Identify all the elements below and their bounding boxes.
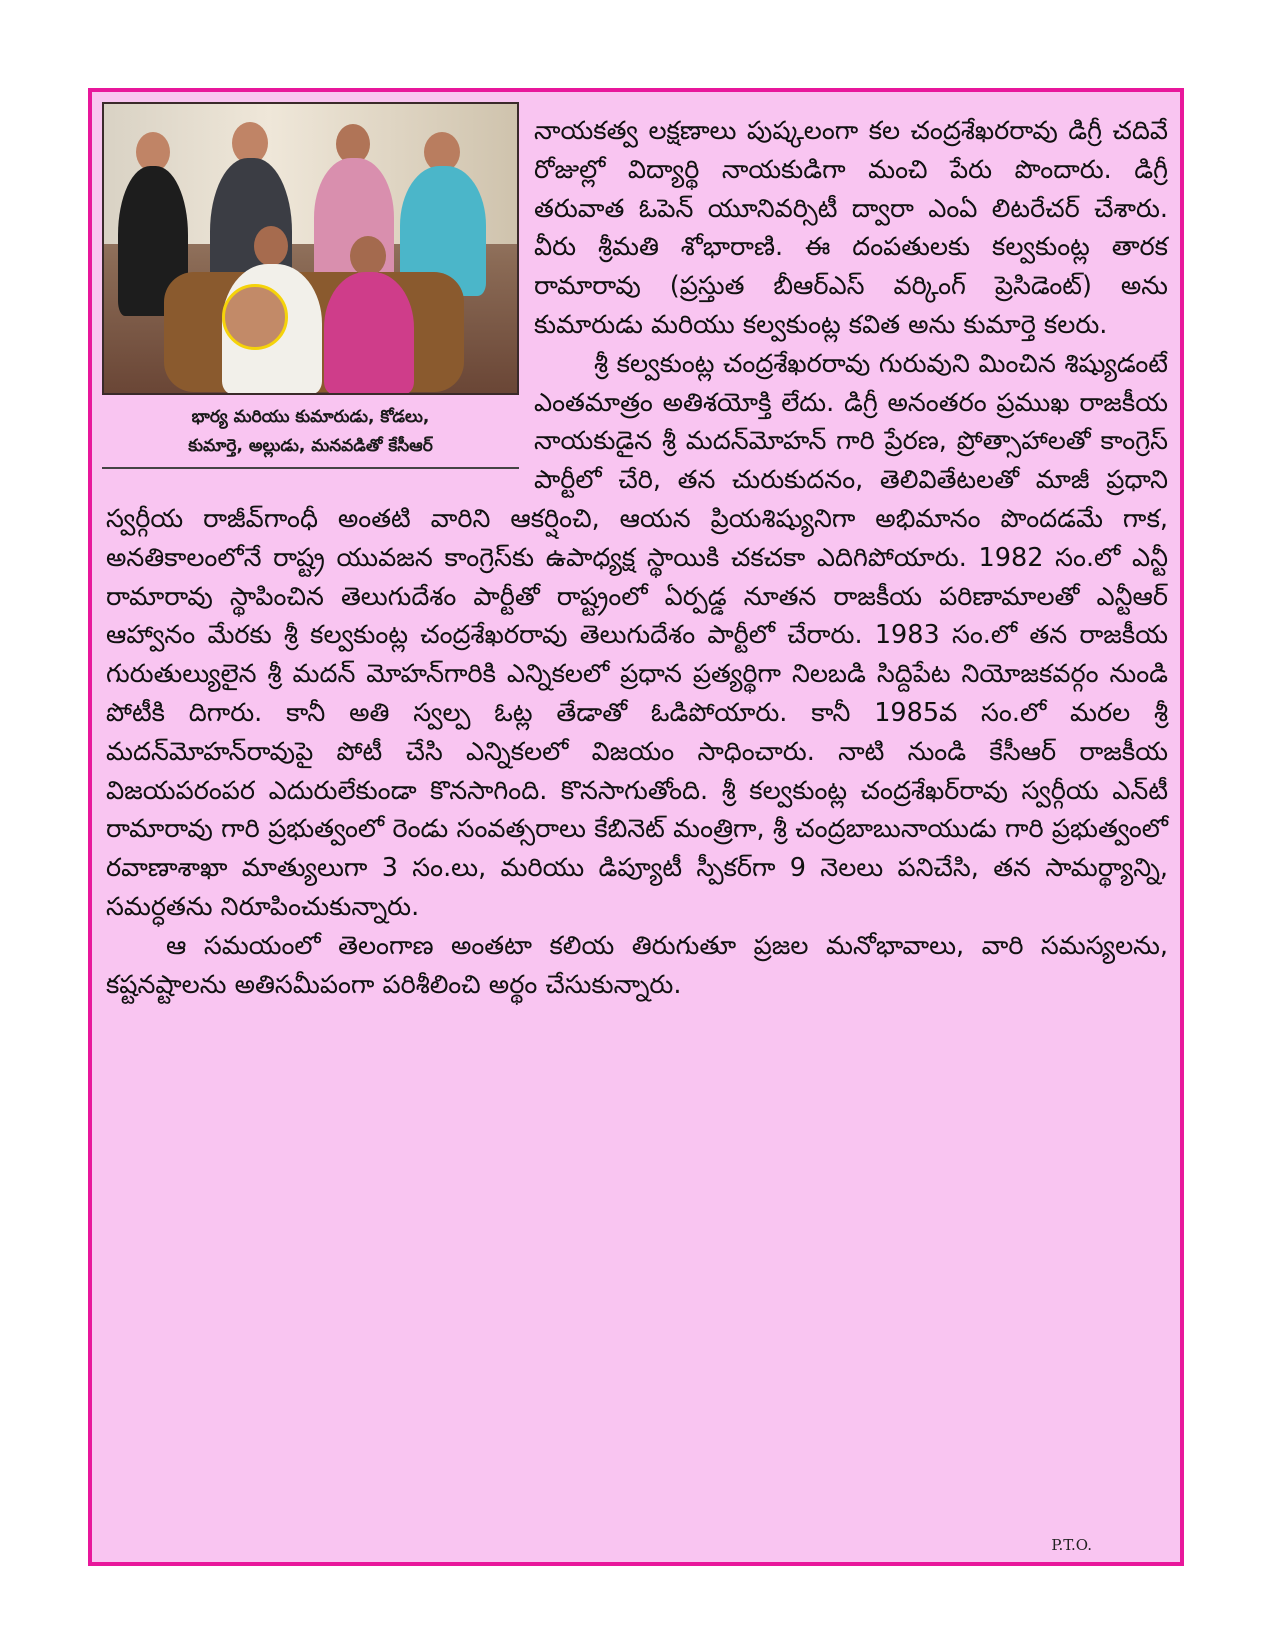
paragraph-3: ఆ సమయంలో తెలంగాణ అంతటా కలియ తిరుగుతూ ప్రజల మనోభావాలు, వారి సమస్యలను, కష్టనష్టాలను అతిసమీపంగా పరిశీలించి అర్థం చేసుకున్నారు. xyxy=(106,930,1168,1000)
paragraph-2: శ్రీ కల్వకుంట్ల చంద్రశేఖరరావు గురువుని మించిన శిష్యుడంటే ఎంతమాత్రం అతిశయోక్తి లేదు. డిగ్రీ అనంతరం ప్రముఖ రాజకీయ నాయకుడైన శ్రీ మదన్‌మోహన్ గారి ప్రేరణ, ప్రోత్సాహాలతో కాంగ్రెస్ పార్టీలో చేరి, తన చురుకుదనం, తెలివితేటలతో మాజీ ప్రధాని స్వర్గీయ రాజీవ్‌గాంధీ అంతటి వారిని ఆకర్షించి, ఆయన ప్రియశిష్యునిగా అభిమానం పొందడమే గాక, అనతికాలంలోనే రాష్ట్ర యువజన కాంగ్రెస్‌కు ఉపాధ్యక్ష స్థాయికి చకచకా ఎదిగిపోయారు. 1982 సం.లో ఎన్టీ రామారావు స్థాపించిన తెలుగుదేశం పార్టీతో రాష్ట్రంలో ఏర్పడ్డ నూతన రాజకీయ పరిణామాలతో ఎన్టీఆర్ ఆహ్వానం మేరకు శ్రీ కల్వకుంట్ల చంద్రశేఖరరావు తెలుగుదేశం పార్టీలో చేరారు. 1983 సం.లో తన రాజకీయ గురుతుల్యులైన శ్రీ మదన్ మోహన్‌గారికి ఎన్నికలలో ప్రధాన ప్రత్యర్థిగా నిలబడి సిద్దిపేట నియోజకవర్గం నుండి పోటీకి దిగారు. కానీ అతి స్వల్ప ఓట్ల తేడాతో ఓడిపోయారు. కానీ 1985వ సం.లో మరల శ్రీ మదన్‌మోహన్‌రావుపై పోటీ చేసి ఎన్నికలలో విజయం సాధించారు. నాటి నుండి కేసీఆర్ రాజకీయ విజయపరంపర ఎదురులేకుండా కొనసాగింది. కొనసాగుతోంది. శ్రీ కల్వకుంట్ల చంద్రశేఖర్‌రావు స్వర్గీయ ఎన్‌టీ రామారావు గారి ప్రభుత్వంలో రెండు సంవత్సరాలు కేబినెట్ మంత్రిగా, శ్రీ చంద్రబాబునాయుడు గారి ప్రభుత్వంలో రవాణాశాఖా మాత్యులుగా 3 సం.లు, మరియు డిప్యూటీ స్పీకర్‌గా 9 నెలలు పనిచేసి, తన సామర్థ్యాన్ని, సమర్ధతను నిరూపించుకున్నారు. xyxy=(106,348,1168,922)
paragraph-1: నాయకత్వ లక్షణాలు పుష్కలంగా కల చంద్రశేఖరరావు డిగ్రీ చదివే రోజుల్లో విద్యార్థి నాయకుడిగా మంచి పేరు పొందారు. డిగ్రీ తరువాత ఓపెన్ యూనివర్సిటీ ద్వారా ఎంఏ లిటరేచర్ చేశారు. వీరు శ్రీమతి శోభారాణి. ఈ దంపతులకు కల్వకుంట్ల తారక రామారావు (ప్రస్తుత బీఆర్ఎస్ వర్కింగ్ ప్రెసిడెంట్) అను కుమారుడు మరియు కల్వకుంట్ల కవిత అను కుమార్తె కలరు. xyxy=(534,116,1168,340)
photo-float-space xyxy=(106,112,534,474)
caption-line-2: కుమార్తె, అల్లుడు, మనవడితో కేసీఆర్ xyxy=(188,436,433,456)
caption-line-1: భార్య మరియు కుమారుడు, కోడలు, xyxy=(191,407,430,427)
article-body xyxy=(106,112,1168,1004)
page-frame xyxy=(88,88,1184,1566)
pto-label: P.T.O. xyxy=(1051,1536,1092,1554)
